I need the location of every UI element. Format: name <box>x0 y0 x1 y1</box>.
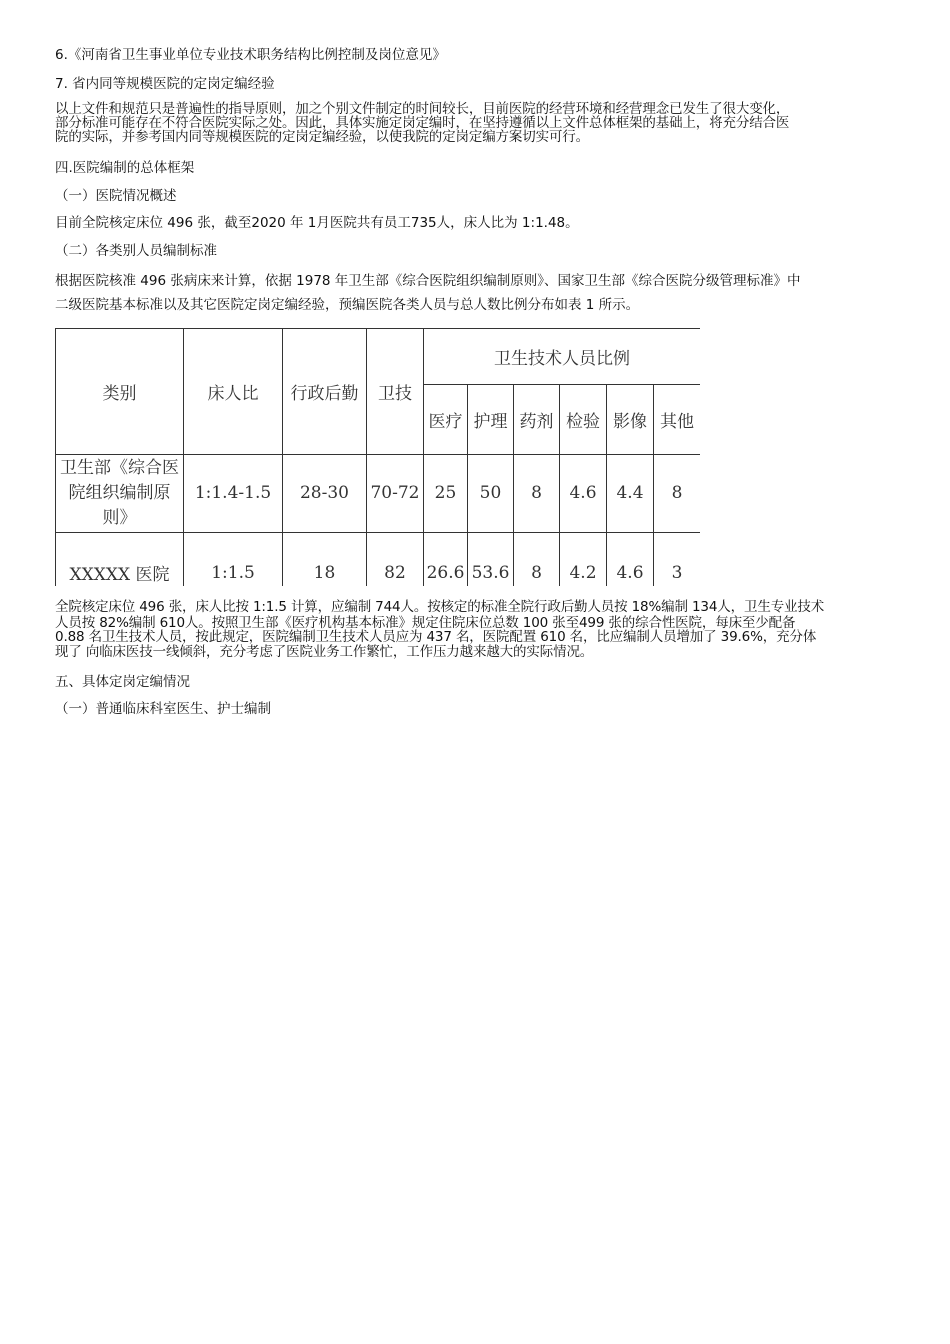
header-imaging: 影像 <box>607 385 654 455</box>
list-item-6: 6.《河南省卫生事业单位专业技术职务结构比例控制及岗位意见》 <box>55 47 446 63</box>
cell-ratio: 1:1.5 <box>184 533 283 587</box>
header-nursing: 护理 <box>468 385 514 455</box>
subsection-heading-3: （一）普通临床科室医生、护士编制 <box>55 701 271 717</box>
header-other: 其他 <box>654 385 701 455</box>
section-heading-4: 四.医院编制的总体框架 <box>55 160 195 176</box>
cell-pharmacy: 8 <box>514 533 560 587</box>
cell-imaging: 4.4 <box>607 455 654 533</box>
section-heading-5: 五、具体定岗定编情况 <box>55 674 190 690</box>
cell-lab: 4.2 <box>560 533 607 587</box>
cell-medical: 26.6 <box>424 533 468 587</box>
paragraph-overview: 目前全院核定床位 496 张，截至2020 年 1月医院共有员工735人，床人比为 1:1.48。 <box>55 215 579 231</box>
paragraph-analysis-line-1: 全院核定床位 496 张，床人比按 1:1.5 计算，应编制 744人。按核定的标准全院行政后勤人员按 18%编制 134人，卫生专业技术 <box>55 599 825 615</box>
cell-ratio: 1:1.4-1.5 <box>184 455 283 533</box>
header-category: 类别 <box>56 329 184 455</box>
header-health-tech: 卫技 <box>367 329 424 455</box>
cell-category: 卫生部《综合医院组织编制原则》 <box>56 455 184 533</box>
cell-medical: 25 <box>424 455 468 533</box>
cell-admin: 18 <box>283 533 367 587</box>
cell-admin: 28-30 <box>283 455 367 533</box>
paragraph-intro-line-3: 院的实际，并参考国内同等规模医院的定岗定编经验，以使我院的定岗定编方案切实可行。 <box>55 129 589 145</box>
cell-tech: 82 <box>367 533 424 587</box>
cell-lab: 4.6 <box>560 455 607 533</box>
staffing-ratio-table <box>55 328 700 586</box>
list-item-7: 7. 省内同等规模医院的定岗定编经验 <box>55 76 275 92</box>
table-row <box>56 533 701 587</box>
paragraph-analysis-line-3: 0.88 名卫生技术人员，按此规定，医院编制卫生技术人员应为 437 名，医院配置 610 名，比应编制人员增加了 39.6%，充分体 <box>55 629 817 645</box>
subsection-heading-2: （二）各类别人员编制标准 <box>55 243 217 259</box>
header-pharmacy: 药剂 <box>514 385 560 455</box>
subsection-heading-1: （一）医院情况概述 <box>55 188 177 204</box>
cell-category: XXXXX 医院 <box>56 533 184 587</box>
cell-imaging: 4.6 <box>607 533 654 587</box>
header-tech-ratio-group: 卫生技术人员比例 <box>424 329 701 385</box>
cell-tech: 70-72 <box>367 455 424 533</box>
paragraph-analysis-line-2: 人员按 82%编制 610人。按照卫生部《医疗机构基本标准》规定住院床位总数 100 张至499 张的综合性医院，每床至少配备 <box>55 615 796 631</box>
header-bed-ratio: 床人比 <box>184 329 283 455</box>
cell-nursing: 50 <box>468 455 514 533</box>
header-admin-logistics: 行政后勤 <box>283 329 367 455</box>
cell-nursing: 53.6 <box>468 533 514 587</box>
paragraph-intro-line-2: 部分标准可能存在不符合医院实际之处。因此，具体实施定岗定编时，在坚持遵循以上文件总体框架的基础上，将充分结合医 <box>55 115 790 131</box>
paragraph-intro-line-1: 以上文件和规范只是普遍性的指导原则，加之个别文件制定的时间较长，目前医院的经营环境和经营理念已发生了很大变化， <box>55 101 790 117</box>
cell-pharmacy: 8 <box>514 455 560 533</box>
table-row <box>56 455 701 533</box>
paragraph-standard-line-2: 二级医院基本标准以及其它医院定岗定编经验，预编医院各类人员与总人数比例分布如表 1 所示。 <box>55 297 640 313</box>
cell-other: 8 <box>654 455 701 533</box>
header-medical: 医疗 <box>424 385 468 455</box>
paragraph-standard-line-1: 根据医院核准 496 张病床来计算，依据 1978 年卫生部《综合医院组织编制原则》、国家卫生部《综合医院分级管理标准》中 <box>55 273 801 289</box>
paragraph-analysis-line-4: 现了 向临床医技一线倾斜，充分考虑了医院业务工作繁忙，工作压力越来越大的实际情况。 <box>55 644 594 660</box>
staffing-table-container <box>55 328 700 586</box>
cell-other: 3 <box>654 533 701 587</box>
header-lab: 检验 <box>560 385 607 455</box>
